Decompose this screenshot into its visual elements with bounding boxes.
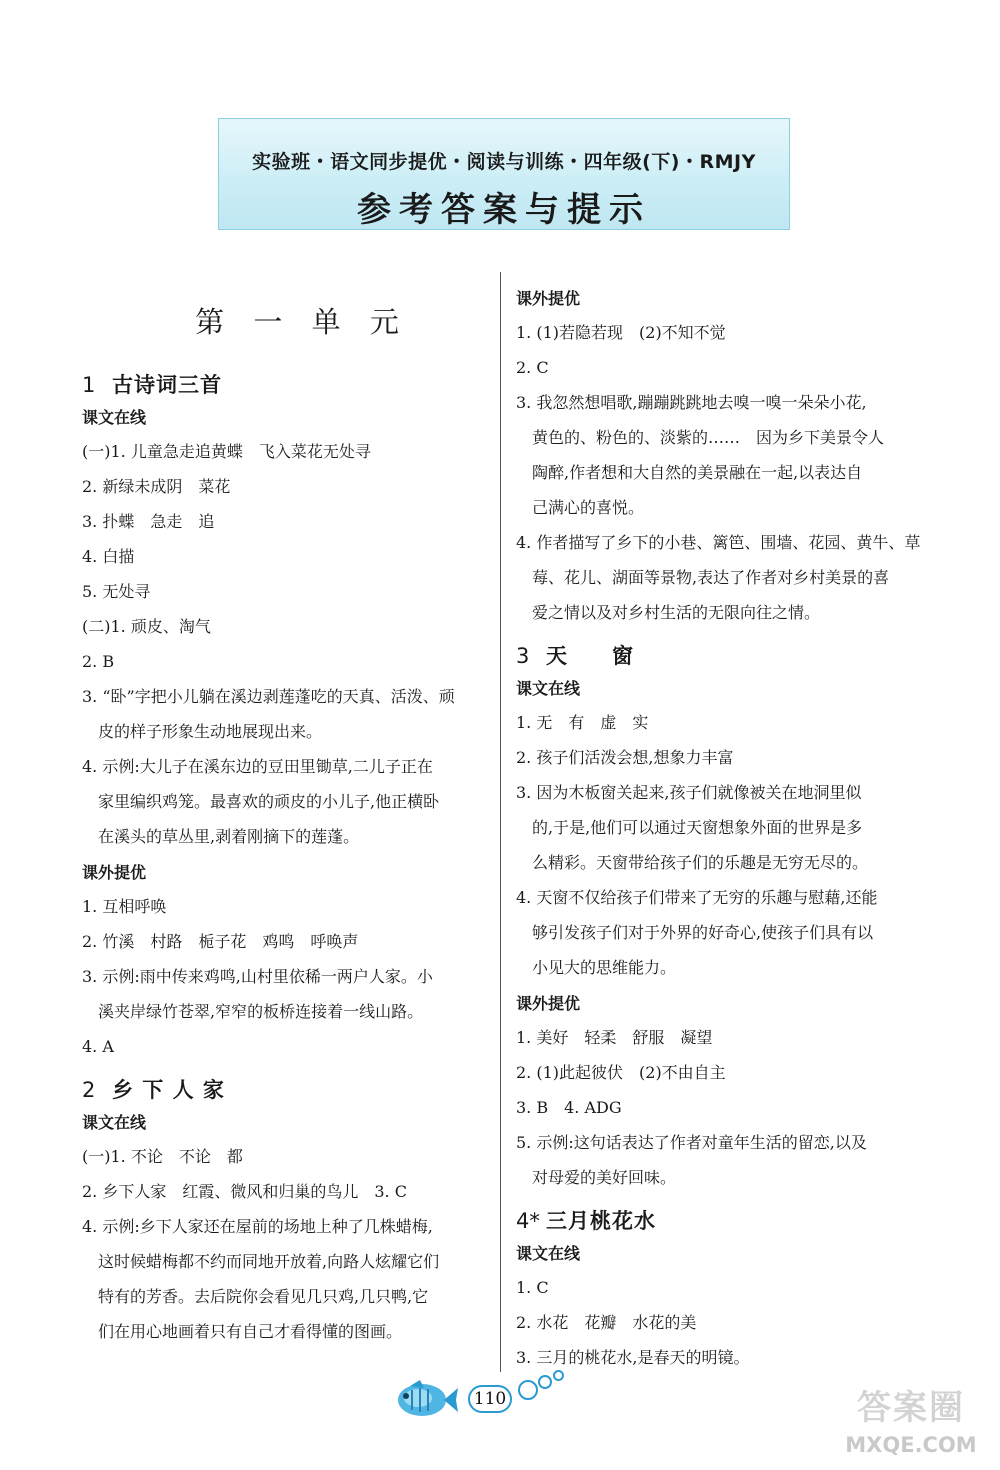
answer-item: 4. 作者描写了乡下的小巷、篱笆、围墙、花园、黄牛、草 (516, 533, 921, 552)
answer-item: 2. 水花 花瓣 水花的美 (516, 1313, 697, 1332)
section-heading: 课外提优 (82, 863, 147, 882)
answer-item: 1. C (516, 1278, 549, 1297)
answer-item: (一)1. 不论 不论 都 (82, 1147, 243, 1166)
bubble-decoration (518, 1380, 538, 1400)
answer-item: 溪夹岸绿竹苍翠,窄窄的板桥连接着一线山路。 (82, 1002, 424, 1021)
answer-item: 皮的样子形象生动地展现出来。 (82, 722, 323, 741)
section-heading: 课文在线 (82, 408, 147, 427)
answer-item: 1. (1)若隐若现 (2)不知不觉 (516, 323, 726, 342)
lesson-heading-4 (516, 1205, 928, 1235)
answer-item: 4. 天窗不仅给孩子们带来了无穷的乐趣与慰藉,还能 (516, 888, 878, 907)
answer-item: 4. A (82, 1037, 114, 1056)
answer-item: (一)1. 儿童急走追黄蝶 飞入菜花无处寻 (82, 442, 371, 461)
right-column (516, 280, 928, 1375)
column-divider (500, 272, 501, 1372)
answer-item: 够引发孩子们对于外界的好奇心,使孩子们具有以 (516, 923, 874, 942)
answer-item: 2. C (516, 358, 549, 377)
answer-item: 3. 我忽然想唱歌,蹦蹦跳跳地去嗅一嗅一朵朵小花, (516, 393, 867, 412)
lesson-heading-1 (82, 369, 492, 399)
lesson-heading-2 (82, 1074, 492, 1104)
watermark-logo-text: 答案圈 (857, 1388, 965, 1428)
answer-item: 黄色的、粉色的、淡紫的…… 因为乡下美景令人 (516, 428, 885, 447)
banner-title: 参考答案与提示 (357, 190, 651, 230)
watermark-url: MXQE.COM (845, 1433, 977, 1457)
lesson-title: 三月桃花水 (546, 1209, 656, 1233)
answer-list (82, 1139, 492, 1349)
bubble-decoration (553, 1370, 564, 1381)
answer-item: 在溪头的草丛里,剥着刚摘下的莲蓬。 (82, 827, 360, 846)
answer-item: 3. 三月的桃花水,是春天的明镜。 (516, 1348, 750, 1367)
lesson-number: 3 (516, 644, 530, 668)
answer-item: 1. 无 有 虚 实 (516, 713, 649, 732)
answer-item: 莓、花儿、湖面等景物,表达了作者对乡村美景的喜 (516, 568, 890, 587)
answer-item: 5. 无处寻 (82, 582, 151, 601)
header-banner (218, 118, 790, 230)
answer-item: 么精彩。天窗带给孩子们的乐趣是无穷无尽的。 (516, 853, 869, 872)
lesson-heading-3 (516, 640, 928, 670)
answer-item: 2. 竹溪 村路 栀子花 鸡鸣 呼唤声 (82, 932, 359, 951)
book-subtitle: 实验班・语文同步提优・阅读与训练・四年级(下)・RMJY (252, 151, 756, 173)
bubble-decoration (538, 1375, 552, 1389)
lesson-title: 古诗词三首 (112, 373, 222, 397)
answer-item: 4. 示例:乡下人家还在屋前的场地上种了几株蜡梅, (82, 1217, 433, 1236)
answer-item: 爱之情以及对乡村生活的无限向往之情。 (516, 603, 821, 622)
lesson-title: 天 窗 (546, 644, 634, 668)
section-heading: 课文在线 (516, 679, 581, 698)
answer-list (516, 705, 928, 985)
section-heading: 课外提优 (516, 994, 581, 1013)
answer-item: 3. “卧”字把小儿躺在溪边剥莲蓬吃的天真、活泼、顽 (82, 687, 455, 706)
unit-title: 第 一 单 元 (195, 305, 409, 339)
answer-item: 5. 示例:这句话表达了作者对童年生活的留恋,以及 (516, 1133, 867, 1152)
answer-item: 2. (1)此起彼伏 (2)不由自主 (516, 1063, 726, 1082)
answer-list (516, 315, 928, 630)
answer-list (82, 434, 492, 854)
answer-item: 1. 美好 轻柔 舒服 凝望 (516, 1028, 713, 1047)
answer-list (516, 1020, 928, 1195)
answer-item: 陶醉,作者想和大自然的美景融在一起,以表达自 (516, 463, 863, 482)
answer-item: 3. 示例:雨中传来鸡鸣,山村里依稀一两户人家。小 (82, 967, 433, 986)
watermark (826, 1380, 996, 1466)
fish-icon (390, 1378, 460, 1422)
lesson-number: 2 (82, 1078, 96, 1102)
left-column (82, 300, 492, 1349)
answer-item: 3. 因为木板窗关起来,孩子们就像被关在地洞里似 (516, 783, 862, 802)
answer-item: 2. 新绿未成阴 菜花 (82, 477, 231, 496)
section-heading: 课文在线 (516, 1244, 581, 1263)
answer-item: 特有的芳香。去后院你会看见几只鸡,几只鸭,它 (82, 1287, 429, 1306)
answer-list (516, 1270, 928, 1375)
answer-item: 己满心的喜悦。 (516, 498, 645, 517)
lesson-number: 1 (82, 373, 96, 397)
answer-item: 4. 白描 (82, 547, 135, 566)
page-number: 110 (468, 1385, 512, 1413)
answer-item: 1. 互相呼唤 (82, 897, 167, 916)
answer-list (82, 889, 492, 1064)
section-heading: 课文在线 (82, 1113, 147, 1132)
answer-item: (二)1. 顽皮、淘气 (82, 617, 211, 636)
answer-item: 4. 示例:大儿子在溪东边的豆田里锄草,二儿子正在 (82, 757, 433, 776)
lesson-number: 4* (516, 1209, 540, 1233)
section-heading: 课外提优 (516, 289, 581, 308)
answer-item: 小见大的思维能力。 (516, 958, 677, 977)
answer-item: 2. B (82, 652, 115, 671)
answer-item: 这时候蜡梅都不约而同地开放着,向路人炫耀它们 (82, 1252, 440, 1271)
lesson-title: 乡 下 人 家 (112, 1078, 225, 1102)
answer-item: 3. B 4. ADG (516, 1098, 622, 1117)
answer-item: 2. 乡下人家 红霞、微风和归巢的鸟儿 3. C (82, 1182, 407, 1201)
answer-item: 家里编织鸡笼。最喜欢的顽皮的小儿子,他正横卧 (82, 792, 440, 811)
answer-item: 对母爱的美好回味。 (516, 1168, 677, 1187)
answer-item: 2. 孩子们活泼会想,想象力丰富 (516, 748, 734, 767)
answer-item: 们在用心地画着只有自己才看得懂的图画。 (82, 1322, 403, 1341)
answer-item: 的,于是,他们可以通过天窗想象外面的世界是多 (516, 818, 863, 837)
answer-item: 3. 扑蝶 急走 追 (82, 512, 215, 531)
